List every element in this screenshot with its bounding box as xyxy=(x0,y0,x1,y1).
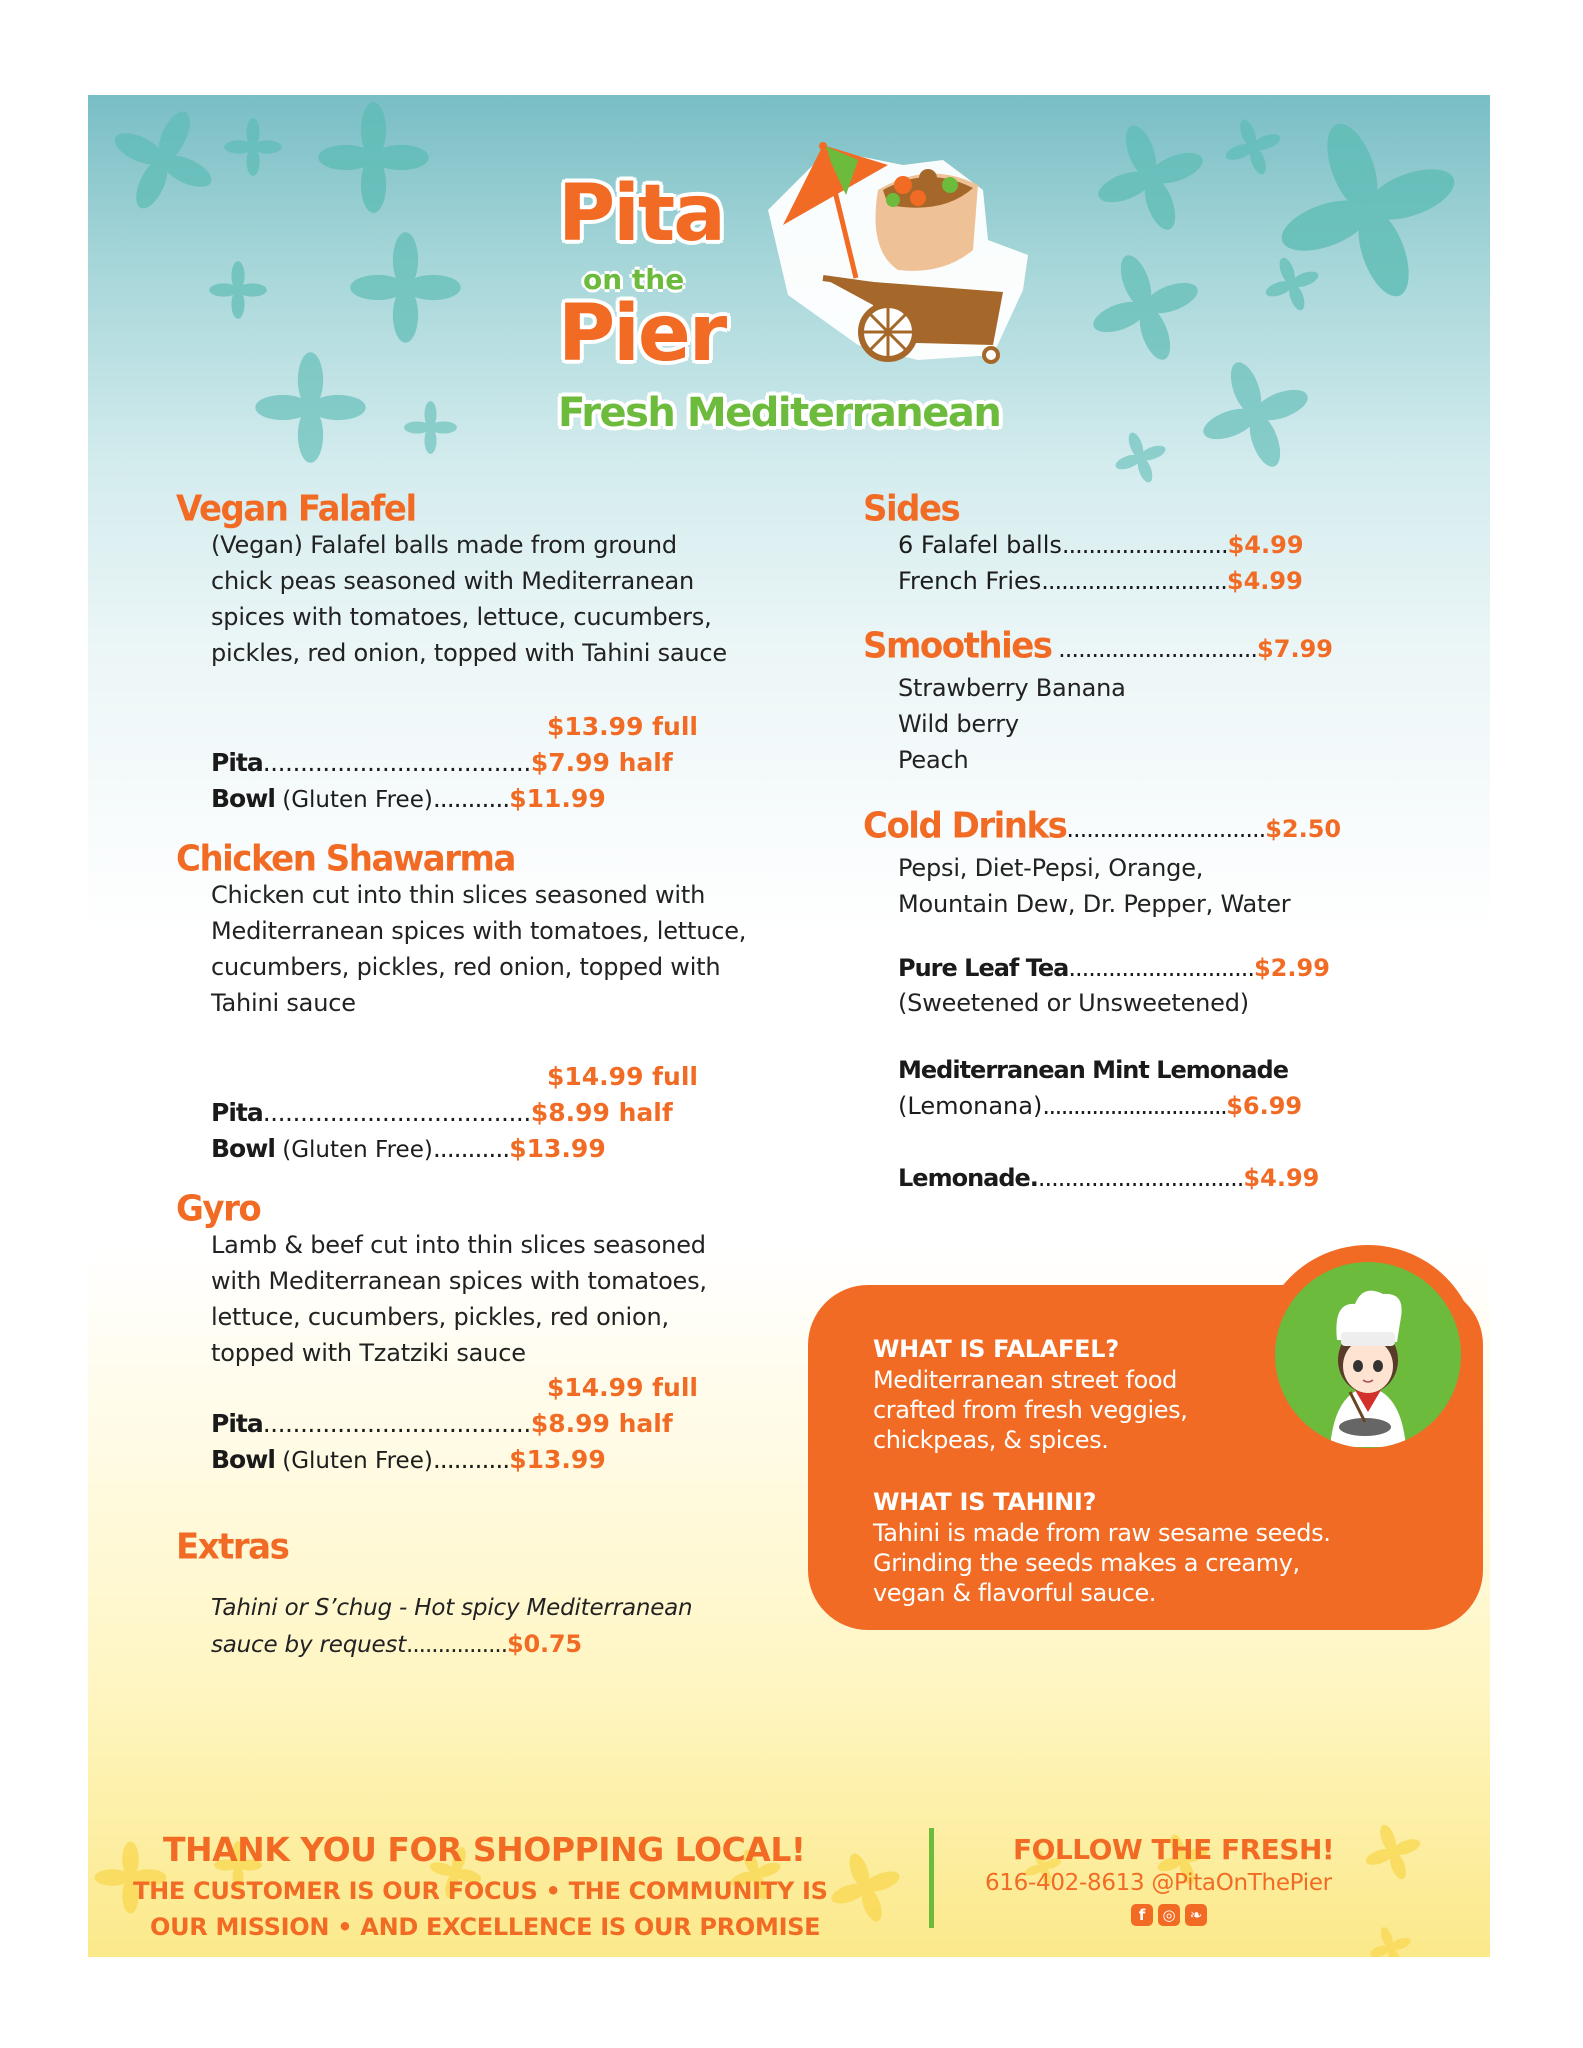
decorative-flower-icon xyxy=(1363,1822,1423,1882)
chicken-shawarma-pita-row: Pita....................................$8.99 half xyxy=(211,1098,673,1127)
vegan-falafel-pita-row: Pita....................................$7.99 half xyxy=(211,748,673,777)
logo-word-pita: Pita xyxy=(558,169,724,259)
decorative-flower-icon xyxy=(1368,1925,1413,1957)
decorative-flower-icon xyxy=(1263,255,1321,313)
falafel-explanation: Mediterranean street food crafted from fresh veggies, chickpeas, & spices. xyxy=(873,1366,1188,1454)
brand-logo xyxy=(553,120,1073,450)
decorative-flower-icon xyxy=(1113,430,1168,485)
decorative-flower-icon xyxy=(403,400,458,455)
footer-divider xyxy=(929,1828,934,1928)
mint-lemonade-row: (Lemonana)..............................$6.99 xyxy=(898,1092,1303,1120)
logo-tagline: Fresh Mediterranean xyxy=(558,390,1001,436)
decorative-flower-icon xyxy=(1198,357,1313,472)
vegan-falafel-bowl-row: Bowl (Gluten Free)...........$11.99 xyxy=(211,784,606,813)
vegan-falafel-description: (Vegan) Falafel balls made from ground chick peas seasoned with Mediterranean spices with tomatoes, lettuce, cucumbers, pickles, red onion, topped with Tahini sauce xyxy=(211,531,727,667)
section-title-extras: Extras xyxy=(176,1526,289,1568)
tahini-explanation: Tahini is made from raw sesame seeds. Grinding the seeds makes a creamy, vegan & flavorful sauce. xyxy=(873,1519,1331,1607)
contact-info: 616-402-8613 @PitaOnThePier xyxy=(985,1870,1332,1896)
gyro-description: Lamb & beef cut into thin slices seasoned with Mediterranean spices with tomatoes, lettuce, cucumbers, pickles, red onion, topped with Tzatziki sauce xyxy=(211,1231,707,1367)
cold-drinks-row: Cold Drinks..............................$2.50 xyxy=(863,805,1342,847)
food-cart-icon xyxy=(728,120,1048,384)
gyro-bowl-row: Bowl (Gluten Free)...........$13.99 xyxy=(211,1445,606,1474)
section-title-sides: Sides xyxy=(863,488,960,530)
thank-you-heading: THANK YOU FOR SHOPPING LOCAL! xyxy=(163,1830,806,1869)
decorative-flower-icon xyxy=(828,1850,903,1925)
section-title-chicken-shawarma: Chicken Shawarma xyxy=(176,838,515,880)
logo-word-on-the: on the xyxy=(583,263,685,296)
mission-line-1: THE CUSTOMER IS OUR FOCUS • THE COMMUNITY IS xyxy=(133,1877,828,1905)
chef-girl-icon xyxy=(1275,1262,1461,1448)
pure-leaf-tea-row: Pure Leaf Tea............................$2.99 xyxy=(898,954,1330,982)
menu-page xyxy=(88,95,1490,1957)
decorative-flower-icon xyxy=(208,260,268,320)
cold-drinks-list: Pepsi, Diet-Pepsi, Orange, Mountain Dew, Dr. Pepper, Water xyxy=(898,854,1291,918)
sides-item-falafel-balls: 6 Falafel balls.........................$4.99 xyxy=(898,531,1304,559)
mission-line-2: OUR MISSION • AND EXCELLENCE IS OUR PROMISE xyxy=(150,1913,821,1941)
sides-item-french-fries: French Fries............................$4.99 xyxy=(898,567,1303,595)
decorative-flower-icon xyxy=(348,230,463,345)
mint-lemonade-title: Mediterranean Mint Lemonade xyxy=(898,1056,1289,1084)
smoothies-row: Smoothies ..............................$7.99 xyxy=(863,625,1333,667)
twitter-icon[interactable]: ❧ xyxy=(1185,1904,1207,1926)
vegan-falafel-full-price: $13.99 full xyxy=(547,712,698,741)
tahini-heading: WHAT IS TAHINI? xyxy=(873,1488,1097,1516)
decorative-flower-icon xyxy=(1088,250,1203,365)
social-icons xyxy=(1131,1904,1207,1926)
gyro-pita-row: Pita....................................$8.99 half xyxy=(211,1409,673,1438)
decorative-flower-icon xyxy=(1093,120,1208,235)
chicken-shawarma-full-price: $14.99 full xyxy=(547,1062,698,1091)
decorative-flower-icon xyxy=(223,117,283,177)
facebook-icon[interactable]: f xyxy=(1131,1904,1153,1926)
falafel-heading: WHAT IS FALAFEL? xyxy=(873,1335,1119,1363)
gyro-full-price: $14.99 full xyxy=(547,1373,698,1402)
decorative-flower-icon xyxy=(253,350,368,465)
lemonade-row: Lemonade................................$4.99 xyxy=(898,1164,1320,1192)
smoothie-flavors: Strawberry Banana Wild berry Peach xyxy=(898,674,1126,774)
chicken-shawarma-description: Chicken cut into thin slices seasoned with Mediterranean spices with tomatoes, lettuce, cucumbers, pickles, red onion, topped with Tahini sauce xyxy=(211,881,747,1017)
extras-description: Tahini or S’chug - Hot spicy Mediterranean sauce by request................$0.75 xyxy=(211,1595,693,1658)
instagram-icon[interactable]: ◎ xyxy=(1158,1904,1180,1926)
chicken-shawarma-bowl-row: Bowl (Gluten Free)...........$13.99 xyxy=(211,1134,606,1163)
section-title-vegan-falafel: Vegan Falafel xyxy=(176,488,416,530)
section-title-gyro: Gyro xyxy=(176,1188,261,1230)
decorative-flower-icon xyxy=(108,105,218,215)
follow-heading: FOLLOW THE FRESH! xyxy=(1013,1833,1335,1866)
logo-word-pier: Pier xyxy=(558,289,726,379)
pure-leaf-tea-note: (Sweetened or Unsweetened) xyxy=(898,989,1249,1017)
decorative-flower-icon xyxy=(316,100,431,215)
